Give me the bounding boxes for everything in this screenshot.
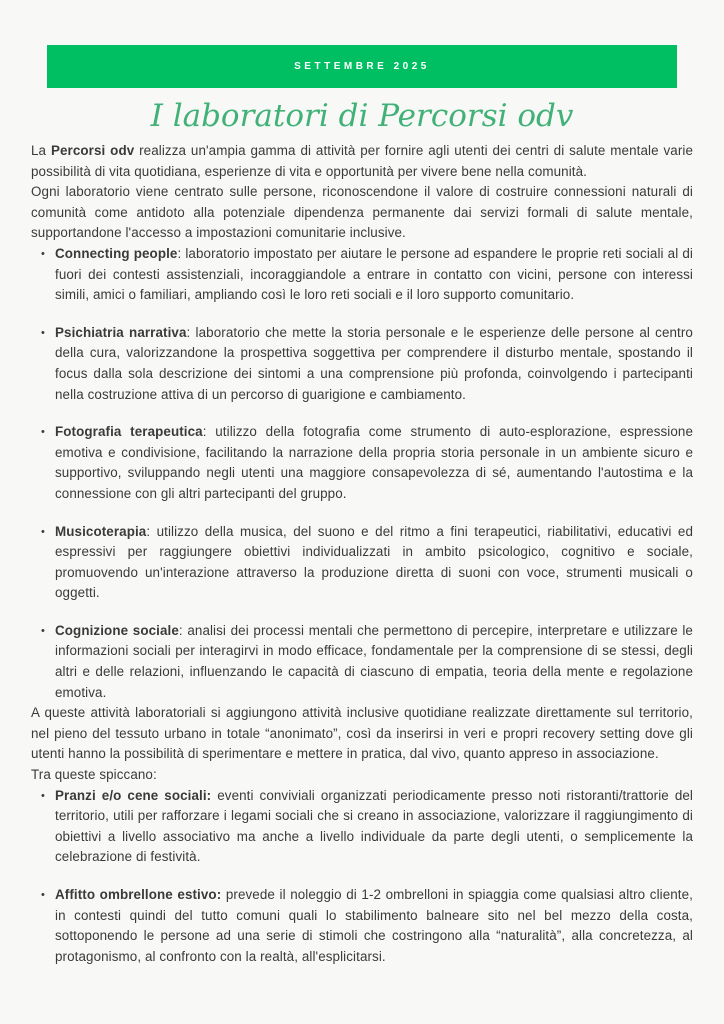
community-paragraph: A queste attività laboratoriali si aggiungono attività inclusive quotidiane realizzate direttamente sul territorio, nel pieno del tessuto urbano in totale “anonimato”, così da inserirsi in veri e propri recovery setting dove gli utenti hanno la possibilità di sperimentare e mettere in pratica, dal vivo, quanto appreso in associazione.	[31, 705, 693, 762]
activity-label: Affitto ombrellone estivo:	[55, 887, 222, 902]
labs-list	[31, 244, 693, 703]
issue-banner	[47, 45, 677, 88]
activity-description: prevede il noleggio di 1-2 ombrelloni in spiaggia come qualsiasi altro cliente, in contesti quindi del tutto comuni quali lo stabilimento balneare sito nel bel mezzo della costa, sottoponendo le persone ad una serie di stimoli che costringono alla “naturalità”, alla concretezza, al protagonismo, al confronto con la realtà, all'esplicitarsi.	[55, 887, 693, 964]
list-item-cognizione-sociale	[31, 621, 693, 703]
list-item-psichiatria-narrativa	[31, 323, 693, 405]
list-item-fotografia-terapeutica	[31, 422, 693, 504]
lab-separator: :	[202, 424, 216, 440]
activity-label: Pranzi e/o cene sociali:	[55, 787, 212, 803]
issue-date-label: SETTEMBRE 2025	[294, 61, 430, 72]
activities-list	[31, 786, 693, 968]
list-item-pranzi-cene-sociali	[31, 786, 693, 868]
lab-label: Cognizione sociale	[55, 622, 179, 638]
page-title: I laboratori di Percorsi odv	[150, 98, 574, 134]
org-name: Percorsi odv	[50, 143, 135, 158]
intro-lead-text: La	[31, 143, 51, 158]
lab-description: analisi dei processi mentali che permettono di percepire, interpretare e utilizzare le informazioni sociali per interagirvi in modo efficace, fondamentale per la comprensione di se stessi, degli altri e delle relazioni, influenzando le capacità di ciascuno di empatia, teoria della mente e regolazione emotiva.	[55, 622, 693, 700]
lab-separator: :	[178, 622, 188, 638]
community-lead-in: Tra queste spiccano:	[31, 767, 157, 783]
lab-label: Psichiatria narrativa	[55, 324, 187, 340]
lab-label: Fotografia terapeutica	[55, 424, 203, 440]
lab-separator: :	[186, 324, 196, 340]
lab-separator: :	[146, 523, 157, 539]
lab-separator: :	[177, 245, 186, 261]
body-content	[31, 141, 693, 967]
list-item-musicoterapia	[31, 522, 693, 604]
lab-description: utilizzo della fotografia come strumento di auto-esplorazione, espressione emotiva e condivisione, facilitando la narrazione della propria storia personale in un ambiente sicuro e supportivo, sviluppando negli utenti una maggiore consapevolezza di sé, aumentando l'autostima e la connessione con gli altri partecipanti del gruppo.	[55, 424, 693, 501]
intro-paragraph-2: Ogni laboratorio viene centrato sulle persone, riconoscendone il valore di costruire connessioni naturali di comunità come antidoto alla potenziale dipendenza permanente dai servizi formali di salute mentale, supportandone l'accesso a impostazioni comunitarie inclusive.	[31, 184, 693, 241]
activity-description: eventi conviviali organizzati periodicamente presso noti ristoranti/trattorie del territorio, utili per rafforzare i legami sociali che si creano in associazione, valorizzare il raggiungimento di obiettivi a livello associativo ma anche a livello individuale da parte degli utenti, o semplicemente la celebrazione di festività.	[55, 787, 693, 865]
lab-description: utilizzo della musica, del suono e del ritmo a fini terapeutici, riabilitativi, educativi ed espressivi per raggiungere obiettivi individualizzati in ambito psicologico, cognitivo e sociale, promuovendo un'interazione attraverso la produzione diretta di suoni con voce, strumenti musicali o oggetti.	[55, 523, 693, 601]
lab-description: laboratorio che mette la storia personale e le esperienze delle persone al centro della cura, valorizzandone la prospettiva soggettiva per comprendere il disturbo mentale, spostando il focus dalla sola descrizione dei sintomi a una comprensione più profonda, coinvolgendo i partecipanti nella costruzione attiva di un percorso di guarigione e cambiamento.	[55, 324, 693, 402]
intro-rest-text: realizza un'ampia gamma di attività per fornire agli utenti dei centri di salute mentale varie possibilità di vita quotidiana, esperienze di vita e opportunità per vivere bene nella comunità.	[31, 143, 693, 179]
lab-label: Connecting people	[55, 245, 178, 261]
lab-description: laboratorio impostato per aiutare le persone ad espandere le proprie reti sociali al di fuori dei contesti assistenziali, incoraggiandole a entrare in contatto con vicini, persone con interessi simili, amici o familiari, ampliando così le loro reti sociali e il loro supporto comunitario.	[55, 245, 693, 303]
lab-label: Musicoterapia	[55, 523, 147, 539]
list-item-affitto-ombrellone	[31, 885, 693, 967]
intro-paragraph-1	[31, 141, 693, 182]
list-item-connecting-people	[31, 244, 693, 306]
